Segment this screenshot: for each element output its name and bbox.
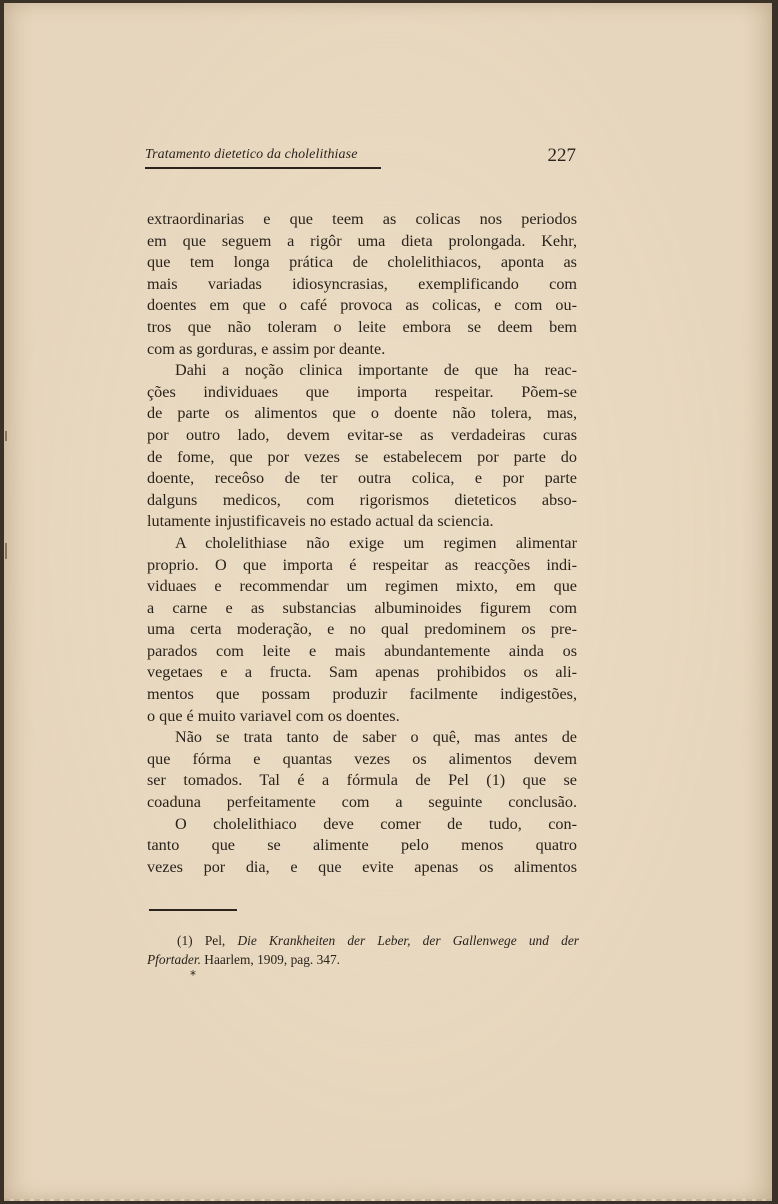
running-head-rule: [145, 167, 381, 169]
text-line: por outro lado, devem evitar-se as verdadeiras curas: [147, 425, 577, 444]
footnote-author: Pel,: [204, 933, 226, 948]
text-line: o que é muito variavel com os doentes.: [147, 706, 400, 725]
text-line: Não se trata tanto de saber o quê, mas antes de: [175, 728, 577, 747]
text-line: ções individuaes que importa respeitar. Põem-se: [147, 382, 577, 401]
footnote-citation: Haarlem, 1909, pag. 347.: [204, 952, 341, 967]
text-line: a carne e as substancias albuminoides figurem com: [147, 598, 577, 617]
footnote-line-1: [147, 931, 579, 950]
text-line: doente, receôso de ter outra colica, e por parte: [147, 469, 577, 488]
text-line: Dahi a noção clinica importante de que ha reac-: [175, 361, 577, 380]
footnote-title-cont: Pfortader.: [147, 952, 201, 967]
running-head-title: Tratamento dietetico da cholelithiase: [145, 147, 358, 162]
text-line: vegetaes e a fructa. Sam apenas prohibidos os ali-: [147, 663, 577, 682]
text-line: vezes por dia, e que evite apenas os alimentos: [147, 857, 577, 876]
text-line: parados com leite e mais abundantemente ainda os: [147, 641, 577, 660]
footnote-line-2: [147, 950, 579, 969]
footnote-title: Die Krankheiten der Leber, der Gallenwege und der: [237, 933, 579, 948]
edge-mark: [5, 543, 7, 559]
body-text: [147, 209, 577, 878]
text-line: doentes em que o café provoca as colicas, e com ou-: [147, 296, 577, 315]
text-line: que tem longa prática de cholelithiacos, aponta as: [147, 253, 577, 272]
footnote-marker: (1): [177, 933, 193, 948]
edge-mark: [5, 431, 7, 441]
text-line: em que seguem a rigôr uma dieta prolongada. Kehr,: [147, 231, 577, 250]
text-line: com as gorduras, e assim por deante.: [147, 339, 386, 358]
footnote-rule: [149, 909, 237, 911]
text-line: proprio. O que importa é respeitar as reacções indi-: [147, 555, 577, 574]
text-line: uma certa moderação, e no qual predominem os pre-: [147, 620, 577, 639]
running-head: [143, 145, 588, 171]
text-line: tros que não toleram o leite embora se deem bem: [147, 317, 577, 336]
text-line: que fórma e quantas vezes os alimentos devem: [147, 749, 577, 768]
text-line: de parte os alimentos que o doente não tolera, mas,: [147, 404, 577, 423]
text-line: de fome, que por vezes se estabelecem por parte do: [147, 447, 577, 466]
text-line: viduaes e recommendar um regimen mixto, em que: [147, 577, 577, 596]
text-line: A cholelithiase não exige um regimen alimentar: [175, 533, 577, 552]
page-number: 227: [547, 145, 576, 166]
text-line: mentos que possam produzir facilmente indigestões,: [147, 685, 577, 704]
text-line: O cholelithiaco deve comer de tudo, con-: [175, 814, 577, 833]
text-line: coaduna perfeitamente com a seguinte conclusão.: [147, 793, 577, 812]
text-line: tanto que se alimente pelo menos quatro: [147, 836, 577, 855]
text-line: mais variadas idiosyncrasias, exemplificando com: [147, 274, 577, 293]
text-line: dalguns medicos, com rigorismos dieteticos abso-: [147, 490, 577, 509]
signature-mark: *: [190, 968, 196, 982]
book-page: [4, 3, 772, 1201]
text-line: extraordinarias e que teem as colicas nos periodos: [147, 210, 577, 228]
text-line: lutamente injustificaveis no estado actual da sciencia.: [147, 512, 494, 531]
footnote: [147, 931, 579, 969]
text-line: ser tomados. Tal é a fórmula de Pel (1) que se: [147, 771, 577, 790]
